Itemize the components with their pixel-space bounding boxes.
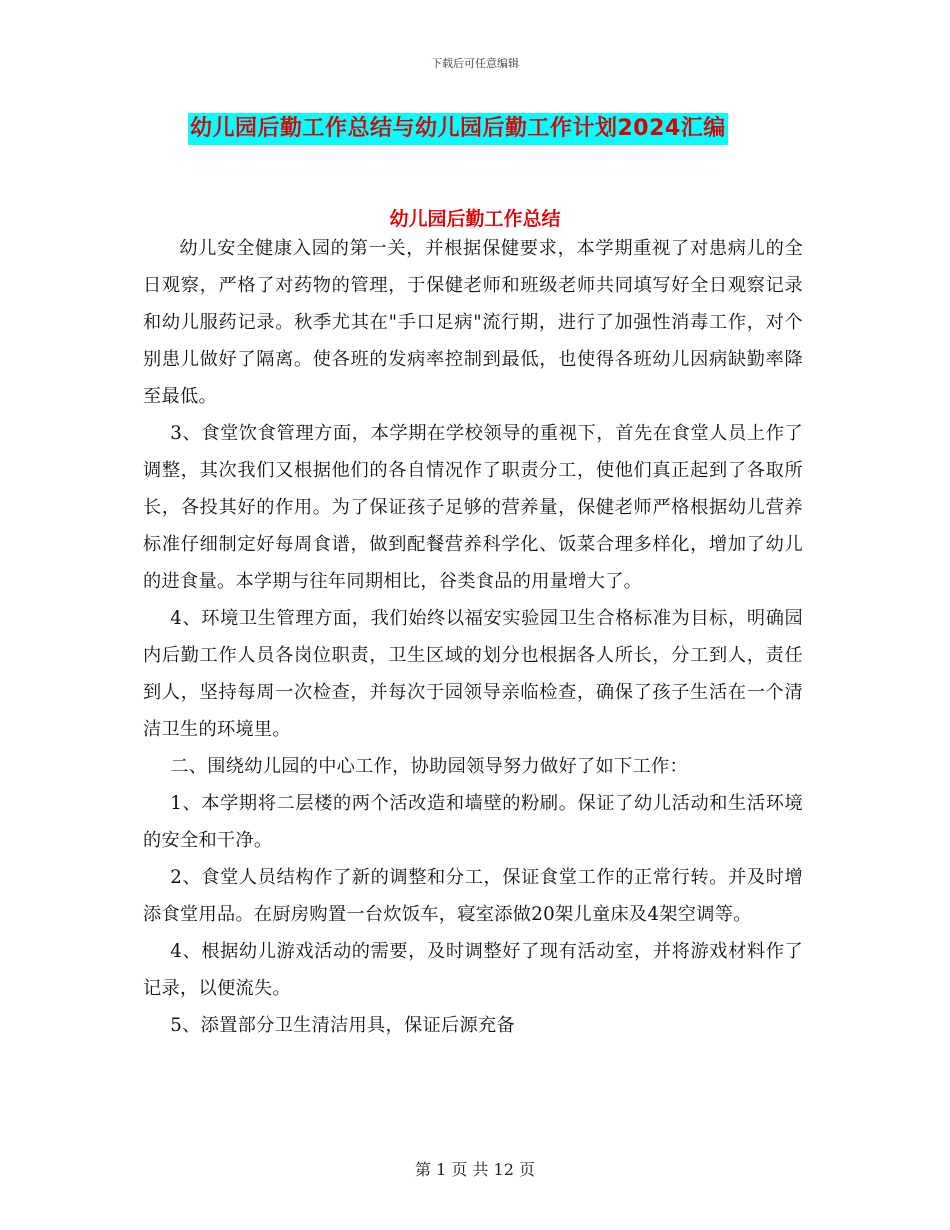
paragraph: 1、本学期将二层楼的两个活改造和墙壁的粉刷。保证了幼儿活动和生活环境的安全和干净。 — [143, 793, 803, 851]
paragraph: 二、围绕幼儿园的中心工作，协助园领导努力做好了如下工作： — [170, 756, 688, 777]
paragraph: 5、添置部分卫生清洁用具，保证后源充备 — [170, 1015, 515, 1036]
header-note: 下载后可任意编辑 — [431, 57, 519, 70]
paragraph: 3、食堂饮食管理方面，本学期在学校领导的重视下，首先在食堂人员上作了调整，其次我们又根据他们的各自情况作了职责分工，使他们真正起到了各取所长，各投其好的作用。为了保证孩子足够的营养量，保健老师严格根据幼儿营养标准仔细制定好每周食谱，做到配餐营养科学化、饭菜合理多样化，增加了幼儿的进食量。本学期与往年同期相比，谷类食品的用量增大了。 — [143, 423, 803, 592]
paragraph: 4、根据幼儿游戏活动的需要，及时调整好了现有活动室，并将游戏材料作了记录，以便流失。 — [143, 941, 803, 999]
page-number: 第 1 页 共 12 页 — [415, 1160, 535, 1179]
section-title: 幼儿园后勤工作总结 — [389, 208, 561, 230]
paragraph: 4、环境卫生管理方面，我们始终以福安实验园卫生合格标准为目标，明确园内后勤工作人员各岗位职责，卫生区域的划分也根据各人所长，分工到人，责任到人，坚持每周一次检查，并每次于园领导亲临检查，确保了孩子生活在一个清洁卫生的环境里。 — [143, 608, 803, 740]
paragraph: 2、食堂人员结构作了新的调整和分工，保证食堂工作的正常行转。并及时增添食堂用品。在厨房购置一台炊饭车，寝室添做20架儿童床及4架空调等。 — [143, 867, 803, 925]
document-body — [143, 230, 803, 1044]
document-title: 幼儿园后勤工作总结与幼儿园后勤工作计划2024汇编 — [188, 113, 728, 145]
paragraph: 幼儿安全健康入园的第一关，并根据保健要求，本学期重视了对患病儿的全日观察，严格了对药物的管理，于保健老师和班级老师共同填写好全日观察记录和幼儿服药记录。秋季尤其在"手口足病"流行期，进行了加强性消毒工作，对个别患儿做好了隔离。使各班的发病率控制到最低，也使得各班幼儿因病缺勤率降至最低。 — [143, 238, 803, 407]
